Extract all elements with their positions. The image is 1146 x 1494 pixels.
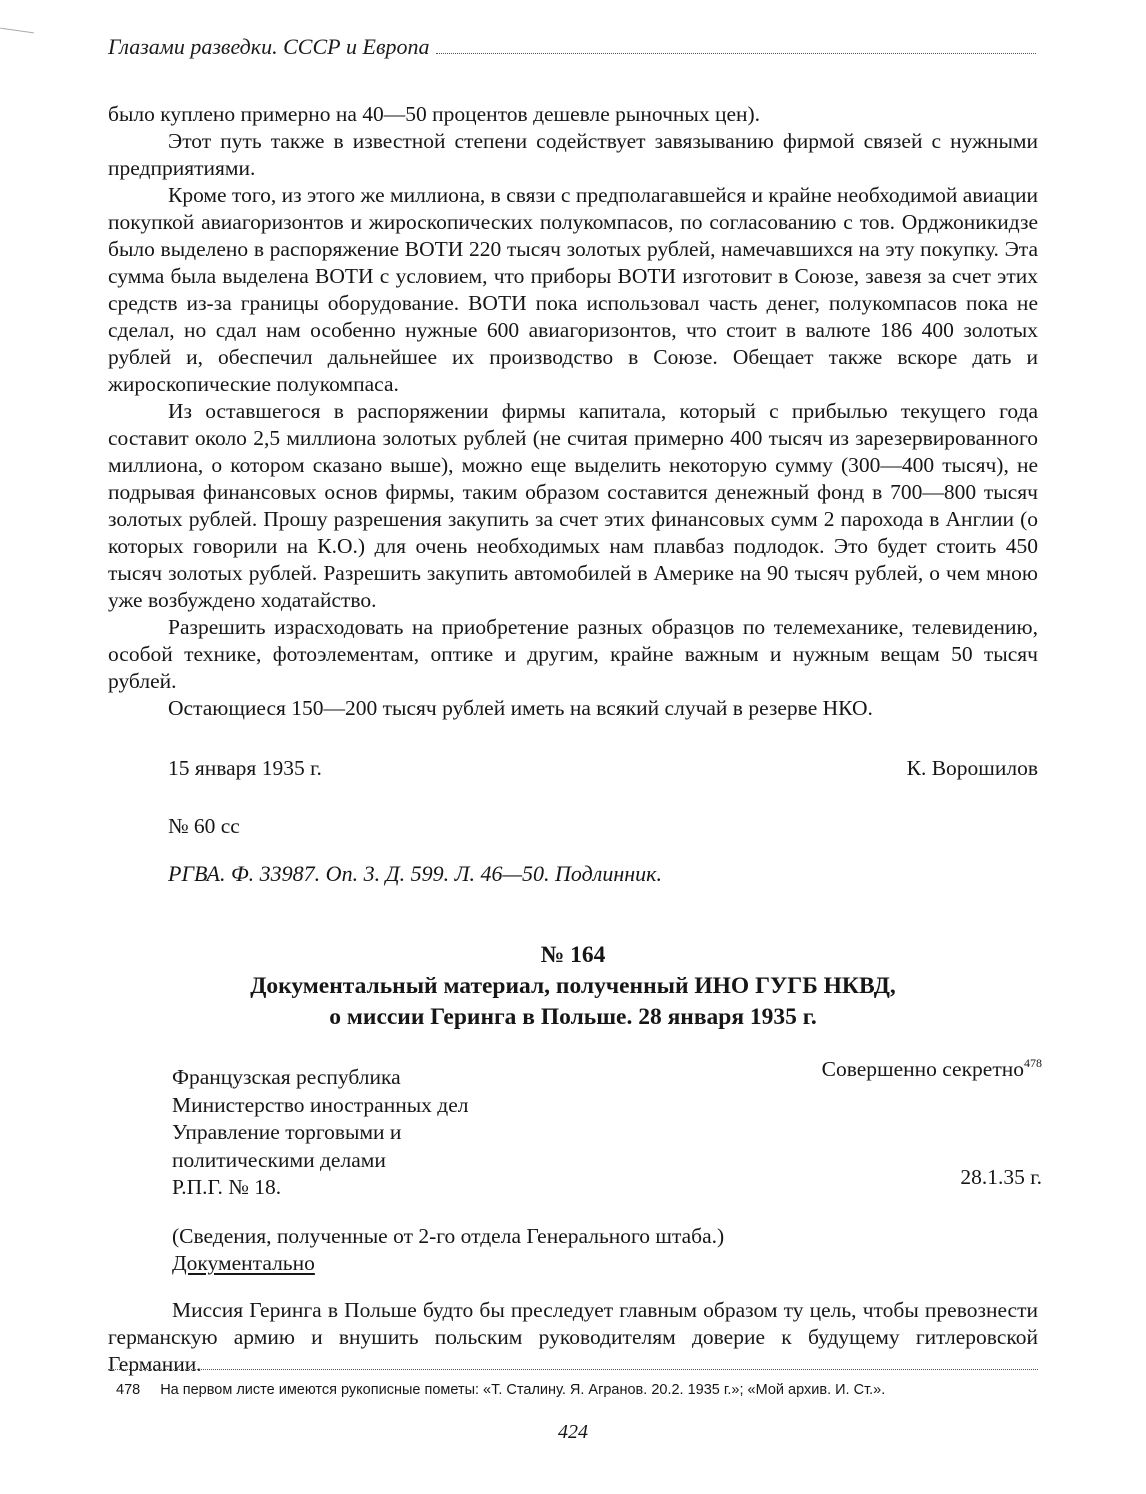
- footnote: [116, 1381, 1036, 1399]
- document-number: № 164: [540, 942, 606, 968]
- sender-line: Управление торговыми и: [172, 1120, 402, 1145]
- running-title: Глазами разведки. СССР и Европа: [108, 34, 430, 59]
- document-title-line-2: о миссии Геринга в Польше. 28 января 1935 г.: [329, 1004, 817, 1030]
- classification-stamp: [822, 1056, 1042, 1083]
- paragraph: Разрешить израсходовать на приобретение разных образцов по телемеханике, телевидению, особой технике, фотоэлементам, оптике и другим, крайне важным и нужным вещам 50 тысяч рублей.: [108, 615, 1038, 693]
- classification-text: Совершенно секретно: [821, 1057, 1024, 1081]
- reference-number: № 60 сс: [168, 814, 240, 838]
- header-dotted-rule: [436, 53, 1036, 54]
- sender-line: Министерство иностранных дел: [172, 1092, 469, 1117]
- page-number: 424: [558, 1421, 588, 1443]
- signature-row: [108, 755, 1038, 782]
- footnote-ref: 478: [1024, 1056, 1042, 1070]
- footnote-divider: [108, 1369, 1038, 1370]
- running-header: [108, 34, 1036, 60]
- information-source: (Сведения, полученные от 2-го отдела Генерального штаба.): [172, 1224, 725, 1248]
- sender-line: Французская республика: [172, 1065, 401, 1089]
- letter-date: 15 января 1935 г.: [168, 756, 322, 780]
- paragraph: Этот путь также в известной степени содействует завязыванию фирмой связей с нужными предприятиями.: [108, 129, 1038, 180]
- footnote-number: 478: [116, 1382, 141, 1398]
- signature: К. Ворошилов: [906, 756, 1038, 780]
- footnote-text: На первом листе имеются рукописные пометы: «Т. Сталину. Я. Агранов. 20.2. 1935 г.»; «Мой архив. И. Ст.».: [160, 1382, 886, 1398]
- paragraph: Из оставшегося в распоряжении фирмы капитала, который с прибылью текущего года составит около 2,5 миллиона золотых рублей (не считая примерно 400 тысяч из зарезервированного миллиона, о котором сказано выше), можно еще выделить некоторую сумму (300—400 тысяч), не подрывая финансовых основ фирмы, таким образом составится денежный фонд в 700—800 тысяч золотых рублей. Прошу разрешения закупить за счет этих финансовых сумм 2 парохода в Англии (о которых говорили на К.О.) для очень необходимых нам плавбаз подлодок. Это будет стоить 450 тысяч золотых рублей. Разрешить закупить автомобилей в Америке на 90 тысяч рублей, о чем мною уже возбуждено ходатайство.: [108, 399, 1038, 612]
- document-heading: [108, 940, 1038, 1033]
- paragraph: Кроме того, из этого же миллиона, в связи с предполагавшейся и крайне необходимой авиации покупкой авиагоризонтов и жироскопических полукомпасов, по согласованию с тов. Орджоникидзе было выделено в распоряжение ВОТИ 220 тысяч золотых рублей, намечавшихся на эту покупку. Эта сумма была выделена ВОТИ с условием, что приборы ВОТИ изготовит в Союзе, завезя за счет этих средств из-за границы оборудование. ВОТИ пока использовал часть денег, полукомпасов пока не сделал, но сдал нам особенно нужные 600 авиагоризонтов, что стоит в валюте 186 400 золотых рублей и, обеспечил дальнейшее их производство в Союзе. Обещает также вскоре дать и жироскопические полукомпаса.: [108, 183, 1038, 396]
- paragraph: Остающиеся 150—200 тысяч рублей иметь на всякий случай в резерве НКО.: [168, 696, 873, 720]
- sender-line: политическими делами: [172, 1147, 386, 1172]
- scan-mark: [0, 28, 34, 34]
- paragraph: было куплено примерно на 40—50 процентов дешевле рыночных цен).: [108, 102, 761, 126]
- sender-line: Р.П.Г. № 18.: [172, 1175, 282, 1200]
- main-text: [108, 101, 1038, 722]
- sender-block: [172, 1064, 469, 1202]
- mission-paragraph: Миссия Геринга в Польше будто бы преследует главным образом ту цель, чтобы превознести германскую армию и внушить польским руководителям доверие к будущему гитлеровской Германии.: [108, 1298, 1038, 1376]
- document-date: 28.1.35 г.: [960, 1165, 1042, 1189]
- archive-citation: РГВА. Ф. 33987. Оп. 3. Д. 599. Л. 46—50. Подлинник.: [168, 861, 662, 886]
- document-label: Документально: [172, 1251, 315, 1275]
- document-title-line-1: Документальный материал, полученный ИНО ГУГБ НКВД,: [250, 973, 896, 999]
